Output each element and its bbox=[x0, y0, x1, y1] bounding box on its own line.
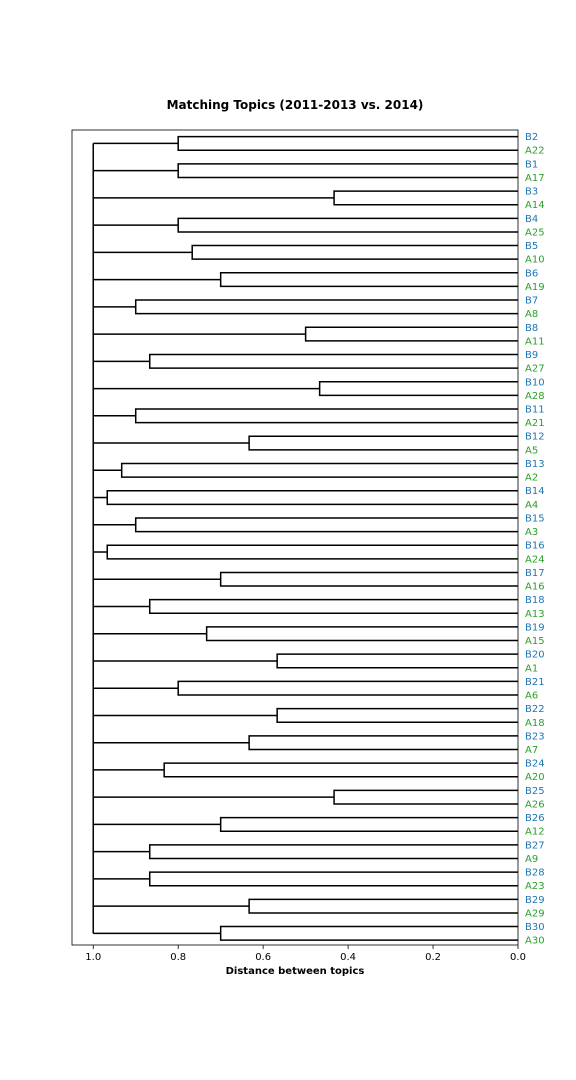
pair-link-b21 bbox=[178, 681, 518, 695]
leaf-label-a28: A28 bbox=[525, 390, 545, 402]
pair-link-b28 bbox=[150, 872, 518, 886]
leaf-label-b25: B25 bbox=[525, 785, 545, 797]
leaf-label-a10: A10 bbox=[525, 254, 545, 266]
leaf-label-a5: A5 bbox=[525, 445, 539, 457]
x-tick-label: 0.4 bbox=[340, 952, 357, 963]
leaf-label-b7: B7 bbox=[525, 295, 539, 307]
leaf-label-b2: B2 bbox=[525, 132, 539, 144]
pair-link-b2 bbox=[178, 137, 518, 151]
leaf-label-b23: B23 bbox=[525, 731, 545, 743]
leaf-label-a25: A25 bbox=[525, 227, 545, 239]
pair-link-b27 bbox=[150, 845, 518, 859]
leaf-label-a3: A3 bbox=[525, 527, 539, 539]
chart-title: Matching Topics (2011-2013 vs. 2014) bbox=[166, 98, 424, 112]
leaf-label-a29: A29 bbox=[525, 908, 545, 920]
leaf-label-a23: A23 bbox=[525, 881, 545, 893]
leaf-label-b8: B8 bbox=[525, 322, 539, 334]
leaf-label-b13: B13 bbox=[525, 458, 545, 470]
x-tick-label: 0.0 bbox=[510, 952, 526, 963]
pair-link-b16 bbox=[107, 545, 518, 559]
pair-link-b17 bbox=[221, 572, 518, 586]
pair-link-b10 bbox=[320, 382, 518, 396]
leaf-label-b20: B20 bbox=[525, 649, 545, 661]
leaf-label-b30: B30 bbox=[525, 922, 545, 934]
pair-link-b20 bbox=[277, 654, 518, 668]
leaf-label-b18: B18 bbox=[525, 595, 545, 607]
leaf-label-a7: A7 bbox=[525, 745, 539, 756]
leaf-label-a11: A11 bbox=[525, 336, 545, 348]
x-tick-label: 0.8 bbox=[170, 952, 187, 963]
leaf-label-a6: A6 bbox=[525, 690, 539, 702]
leaf-label-b29: B29 bbox=[525, 894, 545, 906]
pair-link-b14 bbox=[107, 491, 518, 505]
leaf-label-a24: A24 bbox=[525, 554, 545, 566]
leaf-label-a1: A1 bbox=[525, 663, 539, 675]
leaf-label-b6: B6 bbox=[525, 268, 539, 280]
leaf-label-a14: A14 bbox=[525, 200, 545, 212]
leaf-label-a4: A4 bbox=[525, 499, 539, 511]
pair-link-b9 bbox=[150, 355, 518, 369]
leaf-label-b10: B10 bbox=[525, 377, 545, 389]
dendrogram-links bbox=[93, 137, 518, 941]
leaf-label-a18: A18 bbox=[525, 717, 545, 729]
leaf-label-b9: B9 bbox=[525, 350, 539, 362]
leaf-label-b22: B22 bbox=[525, 704, 545, 716]
leaf-label-b3: B3 bbox=[525, 186, 539, 198]
leaf-label-a2: A2 bbox=[525, 472, 539, 484]
pair-link-b13 bbox=[122, 463, 518, 477]
leaf-label-b12: B12 bbox=[525, 431, 545, 443]
leaf-label-b4: B4 bbox=[525, 213, 539, 225]
leaf-label-b5: B5 bbox=[525, 241, 539, 253]
pair-link-b26 bbox=[221, 818, 518, 832]
pair-link-b3 bbox=[334, 191, 518, 205]
leaf-label-b28: B28 bbox=[525, 867, 545, 879]
leaf-label-b11: B11 bbox=[525, 404, 545, 416]
pair-link-b1 bbox=[178, 164, 518, 178]
pair-link-b29 bbox=[249, 899, 518, 913]
leaf-label-a12: A12 bbox=[525, 826, 545, 838]
leaf-label-a21: A21 bbox=[525, 418, 545, 430]
pair-link-b5 bbox=[192, 246, 518, 260]
leaf-label-b14: B14 bbox=[525, 486, 545, 498]
leaf-label-b16: B16 bbox=[525, 540, 545, 552]
leaf-label-a17: A17 bbox=[525, 172, 545, 184]
pair-link-b11 bbox=[136, 409, 518, 423]
leaf-label-a13: A13 bbox=[525, 608, 545, 620]
leaf-label-a26: A26 bbox=[525, 799, 545, 811]
leaf-label-a9: A9 bbox=[525, 853, 539, 865]
leaf-label-a30: A30 bbox=[525, 935, 545, 947]
leaf-label-a15: A15 bbox=[525, 636, 545, 648]
pair-link-b8 bbox=[306, 327, 518, 341]
leaf-label-b26: B26 bbox=[525, 813, 545, 825]
leaf-label-b21: B21 bbox=[525, 676, 545, 688]
pair-link-b24 bbox=[164, 763, 518, 777]
pair-link-b15 bbox=[136, 518, 518, 532]
pair-link-b30 bbox=[221, 927, 518, 941]
leaf-label-b24: B24 bbox=[525, 758, 545, 770]
leaf-label-b1: B1 bbox=[525, 159, 539, 171]
pair-link-b7 bbox=[136, 300, 518, 314]
x-tick-label: 0.6 bbox=[255, 952, 272, 963]
pair-link-b25 bbox=[334, 790, 518, 804]
leaf-labels bbox=[525, 132, 545, 947]
leaf-label-a8: A8 bbox=[525, 309, 539, 321]
leaf-label-b17: B17 bbox=[525, 567, 545, 579]
x-axis-ticks bbox=[85, 945, 526, 963]
pair-link-b18 bbox=[150, 600, 518, 614]
leaf-label-a19: A19 bbox=[525, 281, 545, 293]
leaf-label-a27: A27 bbox=[525, 363, 545, 375]
leaf-label-b19: B19 bbox=[525, 622, 545, 634]
pair-link-b4 bbox=[178, 218, 518, 232]
x-tick-label: 1.0 bbox=[85, 952, 102, 963]
leaf-label-a20: A20 bbox=[525, 772, 545, 784]
pair-link-b22 bbox=[277, 709, 518, 723]
pair-link-b12 bbox=[249, 436, 518, 450]
pair-link-b6 bbox=[221, 273, 518, 287]
x-axis-label: Distance between topics bbox=[225, 966, 365, 977]
leaf-label-a16: A16 bbox=[525, 581, 545, 593]
leaf-label-a22: A22 bbox=[525, 145, 545, 157]
x-tick-label: 0.2 bbox=[425, 952, 442, 963]
leaf-label-b15: B15 bbox=[525, 513, 545, 525]
leaf-label-b27: B27 bbox=[525, 840, 545, 852]
pair-link-b23 bbox=[249, 736, 518, 750]
pair-link-b19 bbox=[207, 627, 518, 641]
